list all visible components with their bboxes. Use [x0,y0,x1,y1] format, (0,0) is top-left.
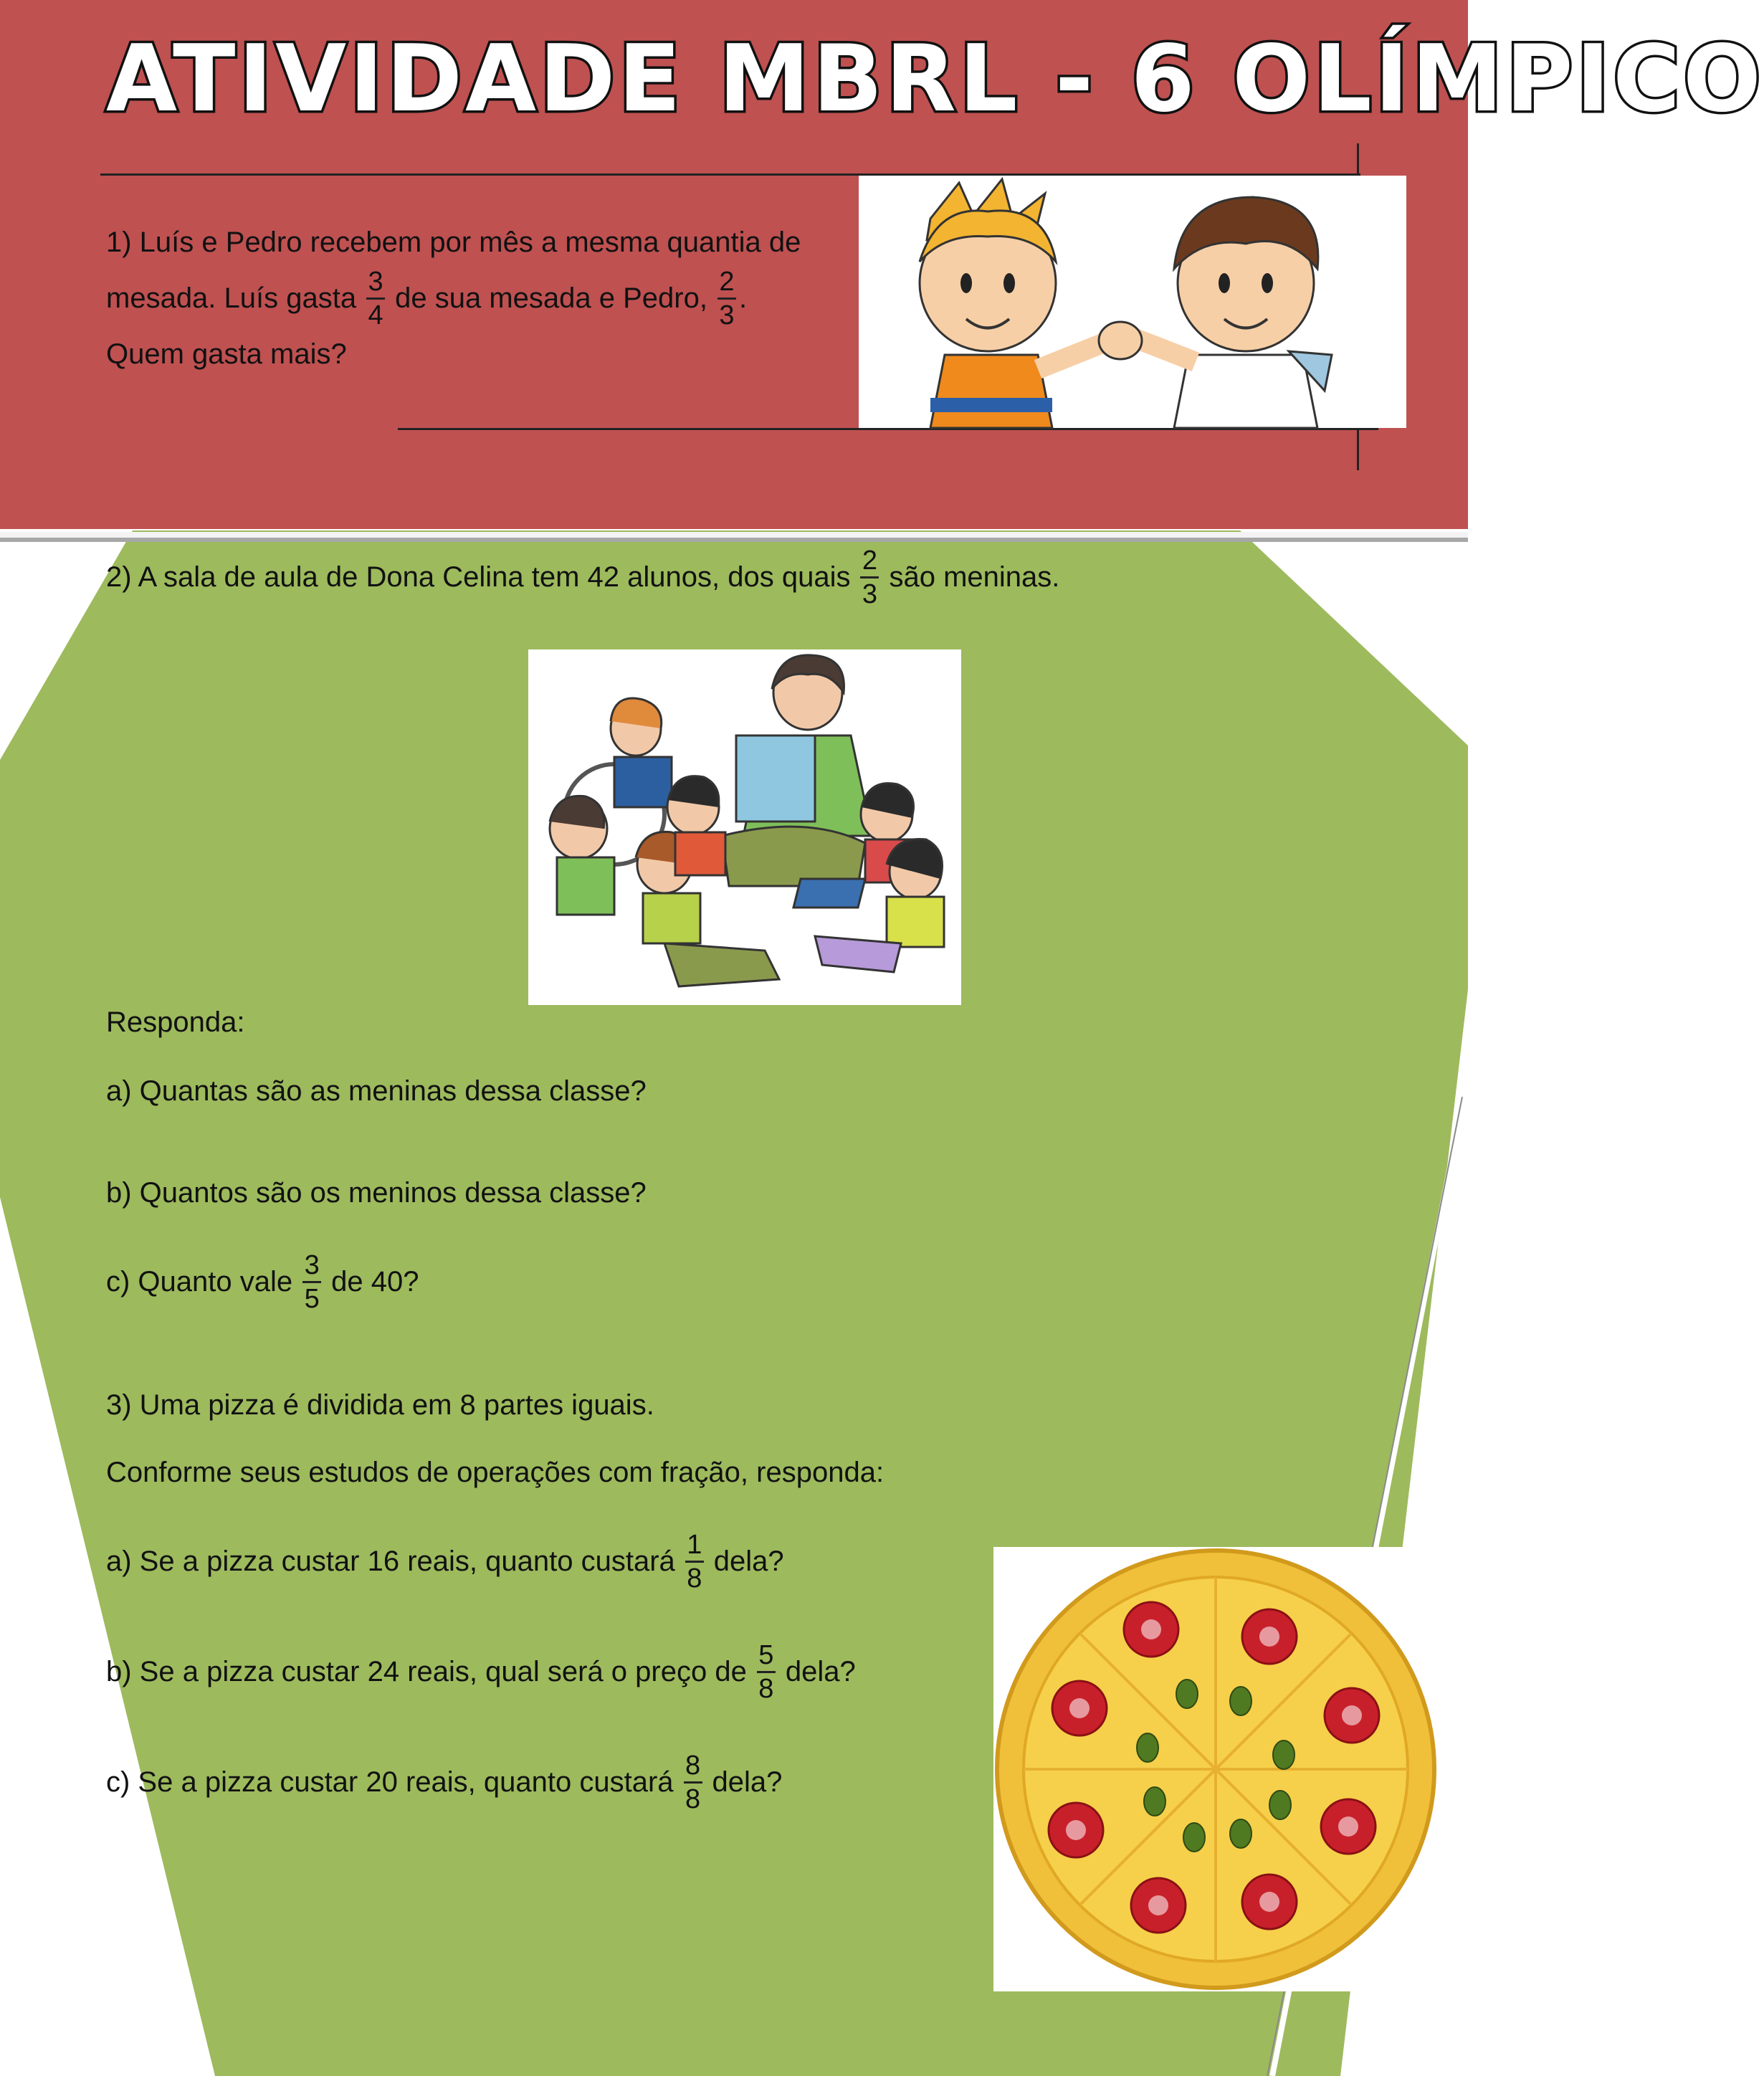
q3-c-post: dela? [712,1766,783,1798]
fraction-bar [685,1561,704,1563]
boys-icon [859,176,1406,428]
q1-line2-mid: de sua mesada e Pedro, [395,282,707,314]
fraction-denominator: 4 [368,300,383,330]
q3-question-b [106,1636,856,1708]
fraction-numerator: 3 [304,1249,320,1280]
fraction-bar [684,1781,702,1784]
fraction-five-eighths [757,1641,776,1703]
q3-intro: 3) Uma pizza é dividida em 8 partes iguais. [106,1389,654,1421]
fraction-two-thirds [860,546,879,609]
q2-responda: Responda: [106,1006,245,1038]
fraction-denominator: 3 [862,578,878,609]
q3-b-pre: b) Se a pizza custar 24 reais, qual será o preço de [106,1656,747,1687]
q3-question-c [106,1746,782,1818]
q2-intro-post: são meninas. [889,561,1060,593]
fraction-denominator: 5 [304,1283,320,1314]
q2-c-post: de 40? [331,1266,419,1298]
q3-question-a [106,1525,784,1597]
q2-c-pre: c) Quanto vale [106,1266,293,1298]
q2-question-b: b) Quantos são os meninos dessa classe? [106,1177,647,1209]
fraction-numerator: 2 [862,545,878,576]
fraction-denominator: 8 [685,1784,701,1814]
q1-line3: Quem gasta mais? [106,338,347,370]
page-title: ATIVIDADE MBRL - 6 OLÍMPICO [106,26,1764,133]
fraction-eight-eighths [684,1751,702,1814]
q3-instruction: Conforme seus estudos de operações com fração, responda: [106,1457,885,1488]
fraction-three-quarters [366,267,385,330]
fraction-numerator: 5 [758,1639,774,1670]
pizza-image [993,1547,1438,1991]
fraction-numerator: 8 [685,1750,701,1781]
fraction-bar [757,1671,776,1673]
fraction-denominator: 8 [758,1673,774,1704]
boys-handshake-image [859,176,1406,428]
fraction-numerator: 3 [368,266,383,297]
q3-a-pre: a) Se a pizza custar 16 reais, quanto custará [106,1546,675,1577]
q2-intro [106,541,1059,613]
pizza-icon [993,1547,1438,1991]
fraction-bar [717,297,736,300]
fraction-bar [366,297,385,300]
fraction-bar [302,1281,321,1283]
fraction-denominator: 3 [719,300,735,330]
q1-line1: 1) Luís e Pedro recebem por mês a mesma quantia de [106,227,801,258]
teacher-children-icon [528,649,961,1005]
fraction-denominator: 8 [687,1563,702,1594]
q3-c-pre: c) Se a pizza custar 20 reais, quanto custará [106,1766,674,1798]
fraction-one-eighth [685,1530,704,1593]
fraction-numerator: 1 [687,1529,702,1560]
q2-question-c [106,1246,419,1318]
fraction-numerator: 2 [719,266,735,297]
fraction-two-thirds [717,267,736,330]
fraction-three-fifths [302,1251,321,1313]
q3-b-post: dela? [785,1656,856,1687]
class-reading-image [528,649,961,1005]
q1-line2-end: . [738,282,748,314]
q2-intro-pre: 2) A sala de aula de Dona Celina tem 42 alunos, dos quais [106,561,851,593]
fraction-bar [860,576,879,578]
q1-line2 [106,262,747,334]
q2-question-a: a) Quantas são as meninas dessa classe? [106,1075,647,1107]
q1-line2-pre: mesada. Luís gasta [106,282,357,314]
q3-a-post: dela? [713,1546,784,1577]
